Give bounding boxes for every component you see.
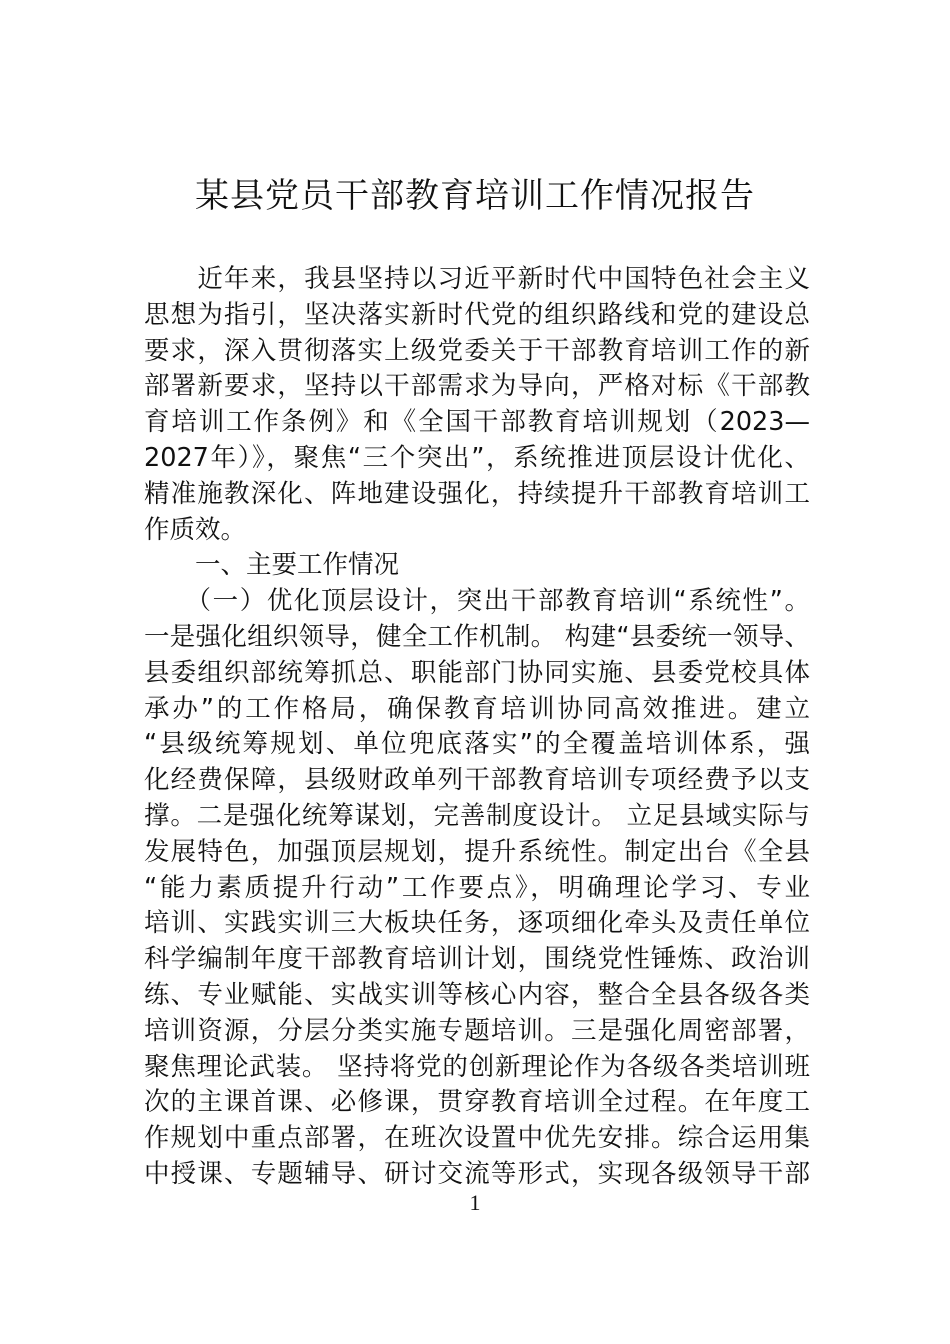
body-line: 2027年）》，聚焦“三个突出”，系统推进顶层设计优化、 xyxy=(144,442,810,473)
body-line: 聚焦理论武装。 坚持将党的创新理论作为各级各类培训班 xyxy=(144,1051,810,1082)
body-line: 撑。二是强化统筹谋划，完善制度设计。 立足县域实际与 xyxy=(144,800,810,831)
body-line: 育培训工作条例》和《全国干部教育培训规划（2023— xyxy=(144,407,810,438)
body-line: 要求，深入贯彻落实上级党委关于干部教育培训工作的新 xyxy=(144,335,810,366)
body-line: “县级统筹规划、单位兜底落实”的全覆盖培训体系，强 xyxy=(144,729,810,760)
body-line: 承办”的工作格局，确保教育培训协同高效推进。建立 xyxy=(144,693,810,724)
body-line: 近年来，我县坚持以习近平新时代中国特色社会主义 xyxy=(144,264,810,294)
document-title: 某县党员干部教育培训工作情况报告 xyxy=(195,176,755,216)
body-line: 作质效。 xyxy=(144,514,247,545)
body-line: 化经费保障，县级财政单列干部教育培训专项经费予以支 xyxy=(144,765,810,796)
body-line: 精准施教深化、阵地建设强化，持续提升干部教育培训工 xyxy=(144,478,810,509)
body-line: 次的主课首课、必修课，贯穿教育培训全过程。在年度工 xyxy=(144,1087,810,1118)
body-line: 培训资源，分层分类实施专题培训。三是强化周密部署， xyxy=(144,1015,810,1046)
body-line: 发展特色，加强顶层规划，提升系统性。制定出台《全县 xyxy=(144,836,810,867)
body-line: 科学编制年度干部教育培训计划，围绕党性锤炼、政治训 xyxy=(144,944,810,975)
body-line: “能力素质提升行动”工作要点》，明确理论学习、专业 xyxy=(144,872,810,903)
body-line: 一是强化组织领导，健全工作机制。 构建“县委统一领导、 xyxy=(144,621,810,652)
body-line: 思想为指引，坚决落实新时代党的组织路线和党的建设总 xyxy=(144,299,810,330)
body-line: 培训、实践实训三大板块任务，逐项细化牵头及责任单位 xyxy=(144,908,810,939)
body-line: 练、专业赋能、实战实训等核心内容，整合全县各级各类 xyxy=(144,979,810,1010)
section-heading: 一、主要工作情况 xyxy=(144,550,400,581)
subsection-heading: （一）优化顶层设计，突出干部教育培训“系统性”。 xyxy=(144,586,810,617)
body-line: 中授课、专题辅导、研讨交流等形式，实现各级领导干部 xyxy=(144,1158,810,1189)
page-number: 1 xyxy=(469,1190,481,1215)
body-line: 县委组织部统筹抓总、职能部门协同实施、县委党校具体 xyxy=(144,657,810,688)
body-line: 作规划中重点部署，在班次设置中优先安排。综合运用集 xyxy=(144,1123,810,1154)
body-line: 部署新要求，坚持以干部需求为导向，严格对标《干部教 xyxy=(144,371,810,402)
document-body xyxy=(144,262,810,1193)
